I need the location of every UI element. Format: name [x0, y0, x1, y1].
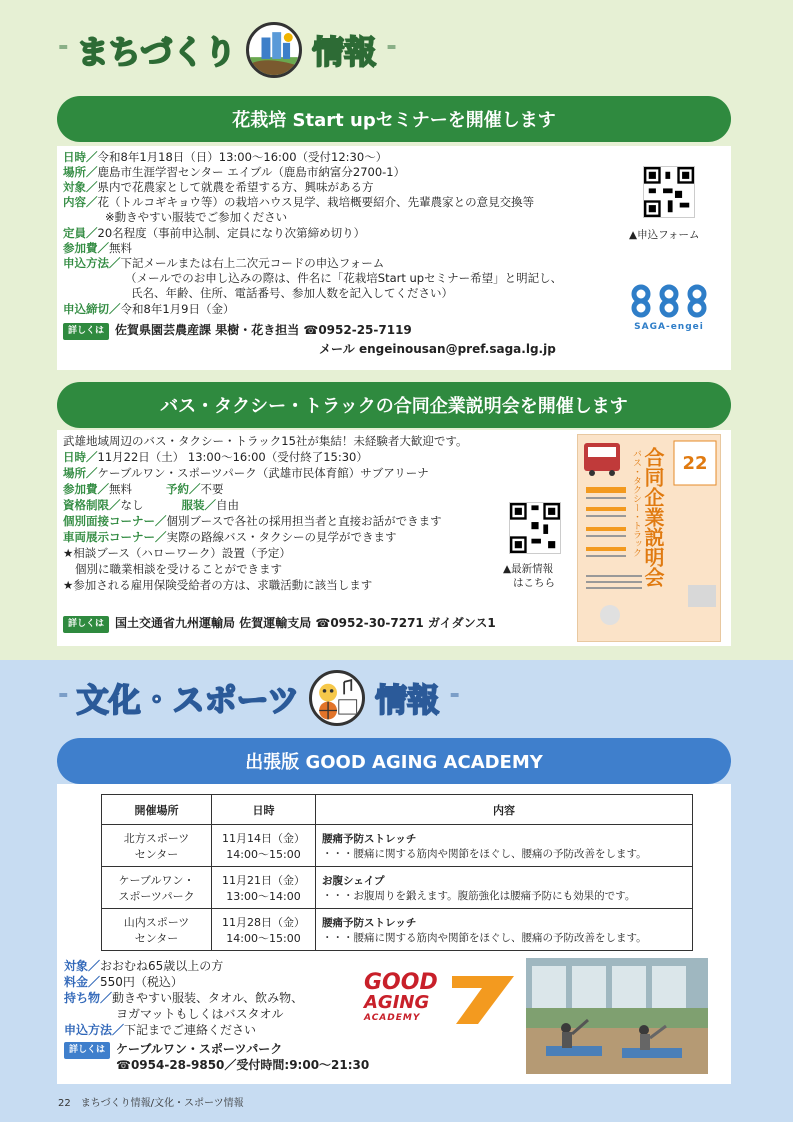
seminar-note: ※動きやすい服装でご参加ください	[105, 210, 288, 224]
culture-title-info: 情報	[375, 681, 440, 719]
cell-content: 腰痛予防ストレッチ ・・・腰痛に関する筋肉や関節をほぐし、腰痛の予防改善をします。	[316, 909, 693, 951]
bus-note: ★相談ブース（ハローワーク）設置（予定）	[63, 546, 291, 560]
page-footer	[58, 1094, 244, 1109]
table-row	[102, 825, 693, 867]
seminar-qr-code[interactable]	[643, 166, 695, 218]
bus-row: 個別面接コーナー／個別ブースで各社の採用担当者と直接お話ができます	[63, 514, 442, 528]
seminar-note: 氏名、年齢、住所、電話番号、参加人数を記入してください）	[131, 286, 453, 300]
saga-engei-logo: SAGA-engei	[627, 284, 711, 332]
seminar-row: 申込締切／令和8年1月9日（金）	[63, 302, 235, 316]
culture-sports-icon	[309, 670, 365, 726]
bus-qr-caption: ▲最新情報	[503, 563, 554, 575]
job-fair-poster	[577, 434, 721, 642]
sparkle-left-icon: ⁼	[58, 38, 67, 62]
poster-title: 合同企業説明会	[641, 447, 665, 587]
table-header-row	[102, 795, 693, 825]
town-building-icon	[246, 22, 302, 78]
seminar-mail[interactable]: メール engeinousan@pref.saga.lg.jp	[319, 342, 556, 356]
seminar-row: 場所／鹿島市生涯学習センター エイブル（鹿島市納富分2700-1）	[63, 165, 406, 179]
aging-info-row: 料金／550円（税込）	[64, 975, 183, 989]
cell-content: お腹シェイプ ・・・お腹周りを鍛えます。腹筋強化は腰痛予防にも効果的です。	[316, 867, 693, 909]
seminar-card	[57, 146, 731, 370]
schedule-table	[101, 794, 693, 951]
page-number: 22	[58, 1098, 71, 1109]
table-row	[102, 867, 693, 909]
aging-contact-phone: ☎0954-28-9850／受付時間:9:00〜21:30	[116, 1058, 370, 1072]
aging-info-row: 持ち物／動きやすい服装、タオル、飲み物、	[64, 991, 304, 1005]
footer-section-label: まちづくり情報/文化・スポーツ情報	[80, 1098, 244, 1109]
bus-banner: バス・タクシー・トラックの合同企業説明会を開催します	[57, 382, 731, 428]
cell-date: 11月21日（金） 13:00〜14:00	[212, 867, 316, 909]
poster-subtitle: バス・タクシー・トラック	[631, 449, 641, 557]
bus-row: 車両展示コーナー／実際の路線バス・タクシーの見学ができます	[63, 530, 397, 544]
table-header: 日時	[212, 795, 316, 825]
cell-place: ケーブルワン・ スポーツパーク	[102, 867, 212, 909]
stretch-class-photo	[526, 958, 708, 1074]
bus-row: 場所／ケーブルワン・スポーツパーク（武雄市民体育館）サブアリーナ	[63, 466, 429, 480]
seminar-row: 参加費／無料	[63, 241, 132, 255]
culture-section-title	[58, 670, 458, 726]
bus-qr-caption: はこちら	[513, 577, 555, 589]
sparkle-right-icon: ⁼	[449, 686, 458, 710]
aging-contact: 詳しくは ケーブルワン・スポーツパーク	[64, 1042, 282, 1059]
good-aging-logo: GOOD AGING ACADEMY	[360, 972, 520, 1028]
bus-card	[57, 430, 731, 646]
aging-banner: 出張版 GOOD AGING ACADEMY	[57, 738, 731, 784]
bus-row: 日時／11月22日（土） 13:00〜16:00（受付終了15:30）	[63, 450, 368, 464]
bus-contact: 詳しくは 国土交通省九州運輸局 佐賀運輸支局 ☎0952-30-7271 ガイダンス1	[63, 616, 496, 633]
cell-date: 11月14日（金） 14:00〜15:00	[212, 825, 316, 867]
bus-row: 資格制限／なし 服装／自由	[63, 498, 239, 512]
seminar-note: （メールでのお申し込みの際は、件名に「花栽培Start upセミナー希望」と明記し、	[125, 271, 563, 285]
aging-info-note: ヨガマットもしくはバスタオル	[116, 1007, 284, 1021]
seminar-banner: 花栽培 Start upセミナーを開催します	[57, 96, 731, 142]
town-section-title	[58, 22, 395, 78]
bus-note: ★参加される雇用保険受給者の方は、求職活動に該当します	[63, 578, 373, 592]
town-title-info: 情報	[312, 33, 377, 71]
aging-info-row: 申込方法／下記までご連絡ください	[64, 1023, 257, 1037]
bus-row: 参加費／無料 予約／不要	[63, 482, 224, 496]
cell-content: 腰痛予防ストレッチ ・・・腰痛に関する筋肉や関節をほぐし、腰痛の予防改善をします。	[316, 825, 693, 867]
seminar-row: 対象／県内で花農家として就農を希望する方、興味がある方	[63, 180, 374, 194]
sparkle-left-icon: ⁼	[58, 686, 67, 710]
sparkle-right-icon: ⁼	[386, 38, 395, 62]
cell-date: 11月28日（金） 14:00〜15:00	[212, 909, 316, 951]
seminar-row: 内容／花（トルコギキョウ等）の栽培ハウス見学、栽培概要紹介、先輩農家との意見交換等	[63, 195, 535, 209]
seminar-row: 申込方法／下記メールまたは右上二次元コードの申込フォーム	[63, 256, 385, 270]
bus-intro: 武雄地域周辺のバス・タクシー・トラック15社が集結！未経験者大歓迎です。	[63, 434, 468, 448]
table-header: 内容	[316, 795, 693, 825]
town-title-text: まちづくり	[76, 33, 237, 71]
table-row	[102, 909, 693, 951]
table-header: 開催場所	[102, 795, 212, 825]
seminar-qr-caption: ▲申込フォーム	[629, 229, 700, 241]
cell-place: 北方スポーツ センター	[102, 825, 212, 867]
poster-date: 22	[682, 453, 708, 474]
bus-qr-code[interactable]	[509, 502, 561, 554]
culture-title-text: 文化・スポーツ	[76, 681, 300, 719]
seminar-contact: 詳しくは 佐賀県園芸農産課 果樹・花き担当 ☎0952-25-7119	[63, 323, 412, 340]
bus-note: 個別に職業相談を受けることができます	[75, 562, 282, 576]
seminar-row: 日時／令和8年1月18日（日）13:00〜16:00（受付12:30〜）	[63, 150, 388, 164]
cell-place: 山内スポーツ センター	[102, 909, 212, 951]
seminar-row: 定員／20名程度（事前申込制、定員になり次第締め切り）	[63, 226, 366, 240]
aging-info-row: 対象／おおむね65歳以上の方	[64, 959, 224, 973]
